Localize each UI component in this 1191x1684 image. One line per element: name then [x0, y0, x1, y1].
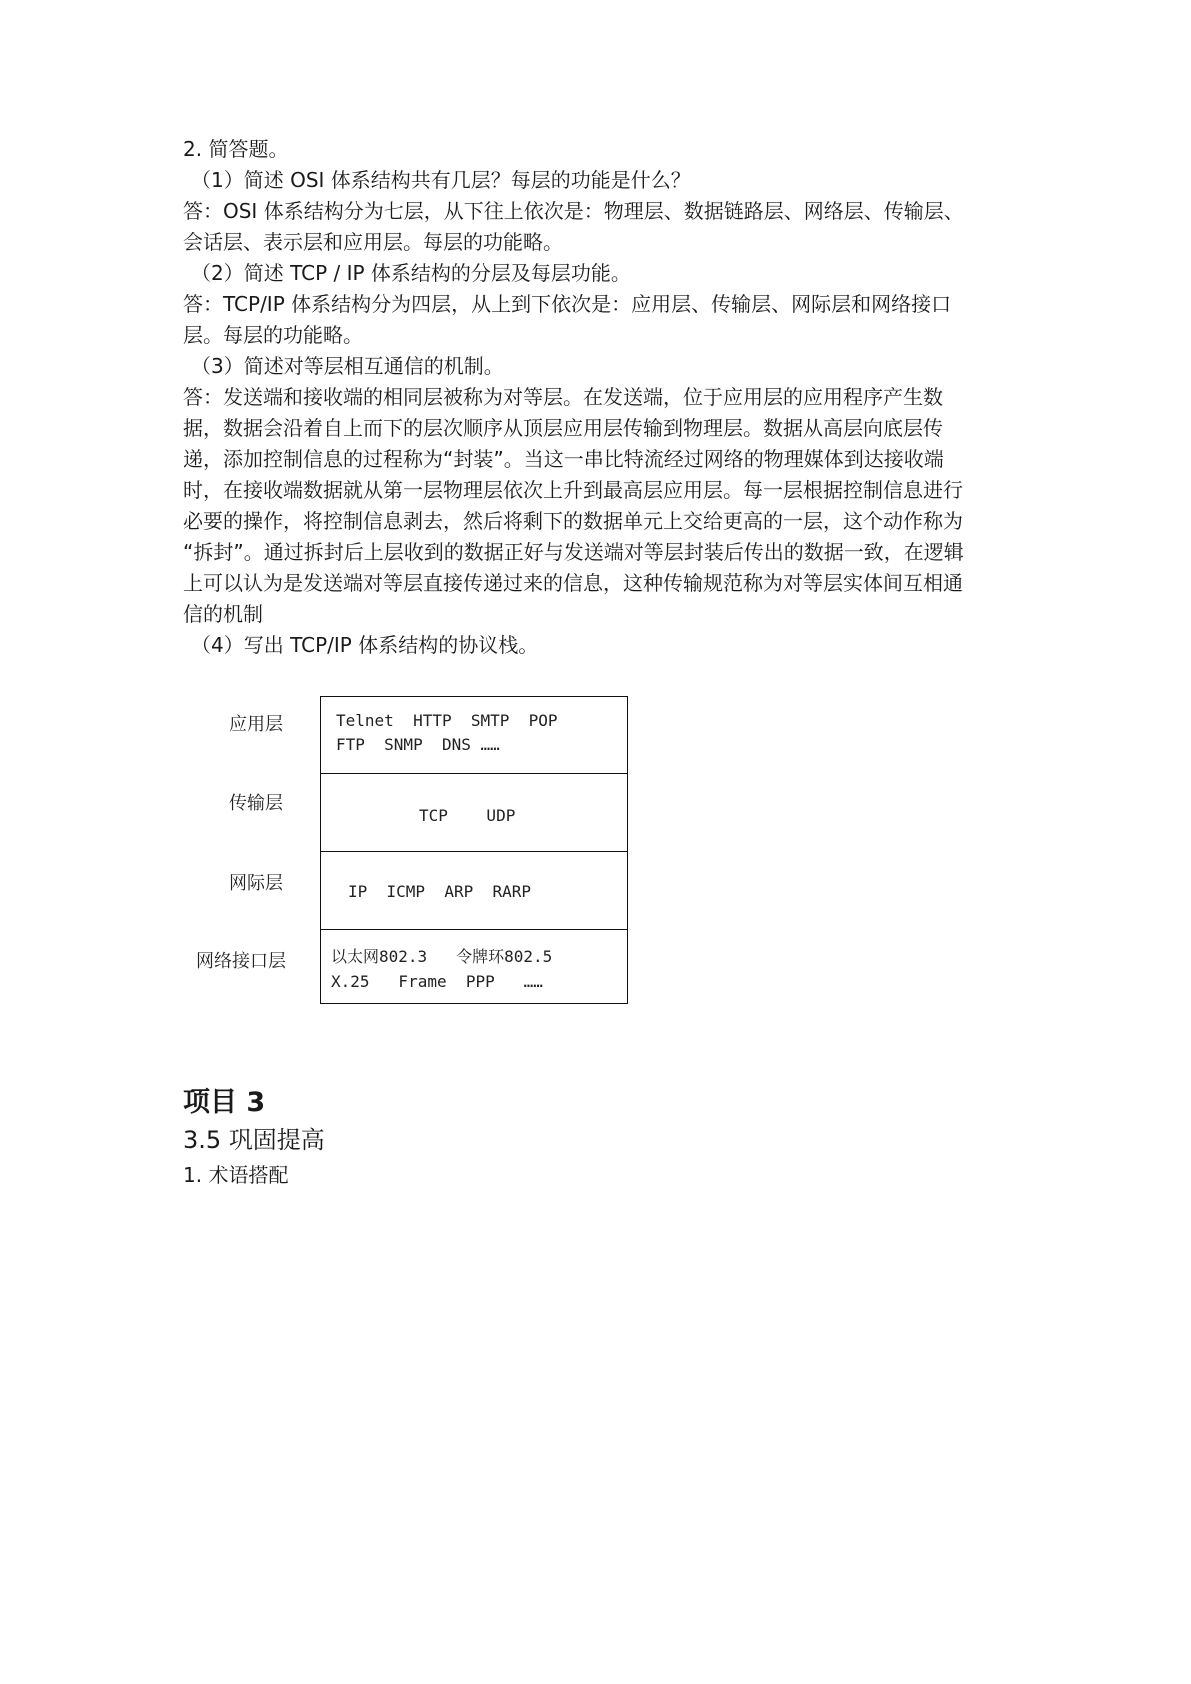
protocol-stack-box [320, 696, 628, 1004]
answer-3-line: 时，在接收端数据就从第一层物理层依次上升到最高层应用层。每一层根据控制信息进行 [183, 478, 963, 502]
layer-label-network-interface: 网络接口层 [196, 951, 286, 972]
answer-3-line: “拆封”。通过拆封后上层收到的数据正好与发送端对等层封装后传出的数据一致，在逻辑 [183, 540, 964, 564]
question-2: （2）简述 TCP / IP 体系结构的分层及每层功能。 [191, 261, 631, 285]
project-heading: 项目 3 [183, 1087, 266, 1118]
question-4: （4）写出 TCP/IP 体系结构的协议栈。 [191, 633, 539, 657]
answer-1-line: 会话层、表示层和应用层。每层的功能略。 [183, 230, 563, 254]
application-protocols-line: Telnet HTTP SMTP POP [336, 711, 558, 730]
network-interface-protocols-line: X.25 Frame PPP …… [331, 972, 543, 991]
layer-label-internet: 网际层 [229, 873, 283, 894]
stack-row-application [321, 697, 627, 774]
answer-3-line: 据，数据会沿着自上而下的层次顺序从顶层应用层传输到物理层。数据从高层向底层传 [183, 416, 943, 440]
section-title: 2. 简答题。 [183, 137, 289, 161]
internet-protocols-line: IP ICMP ARP RARP [348, 882, 532, 901]
section-heading: 3.5 巩固提高 [183, 1126, 325, 1154]
layer-label-application: 应用层 [229, 714, 283, 735]
stack-row-internet [321, 852, 627, 930]
answer-1-line: 答：OSI 体系结构分为七层，从下往上依次是：物理层、数据链路层、网络层、传输层、 [183, 199, 964, 223]
network-interface-protocols-line: 以太网802.3 令牌环802.5 [331, 947, 553, 966]
answer-3-line: 答：发送端和接收端的相同层被称为对等层。在发送端，位于应用层的应用程序产生数 [183, 385, 943, 409]
answer-3-line: 信的机制 [183, 602, 263, 626]
subsection-title: 1. 术语搭配 [183, 1163, 289, 1187]
question-3: （3）简述对等层相互通信的机制。 [191, 354, 504, 378]
answer-3-line: 递，添加控制信息的过程称为“封装”。当这一串比特流经过网络的物理媒体到达接收端 [183, 447, 944, 471]
answer-2-line: 答：TCP/IP 体系结构分为四层，从上到下依次是：应用层、传输层、网际层和网络接口 [183, 292, 952, 316]
application-protocols-line: FTP SNMP DNS …… [336, 735, 500, 754]
answer-2-line: 层。每层的功能略。 [183, 323, 363, 347]
transport-protocols-line: TCP UDP [419, 806, 516, 825]
question-1: （1）简述 OSI 体系结构共有几层？每层的功能是什么？ [191, 168, 691, 192]
layer-label-transport: 传输层 [229, 793, 283, 814]
answer-3-line: 上可以认为是发送端对等层直接传递过来的信息，这种传输规范称为对等层实体间互相通 [183, 571, 963, 595]
answer-3-line: 必要的操作，将控制信息剥去，然后将剩下的数据单元上交给更高的一层，这个动作称为 [183, 509, 963, 533]
stack-row-network-interface [321, 930, 627, 1005]
stack-row-transport [321, 774, 627, 852]
